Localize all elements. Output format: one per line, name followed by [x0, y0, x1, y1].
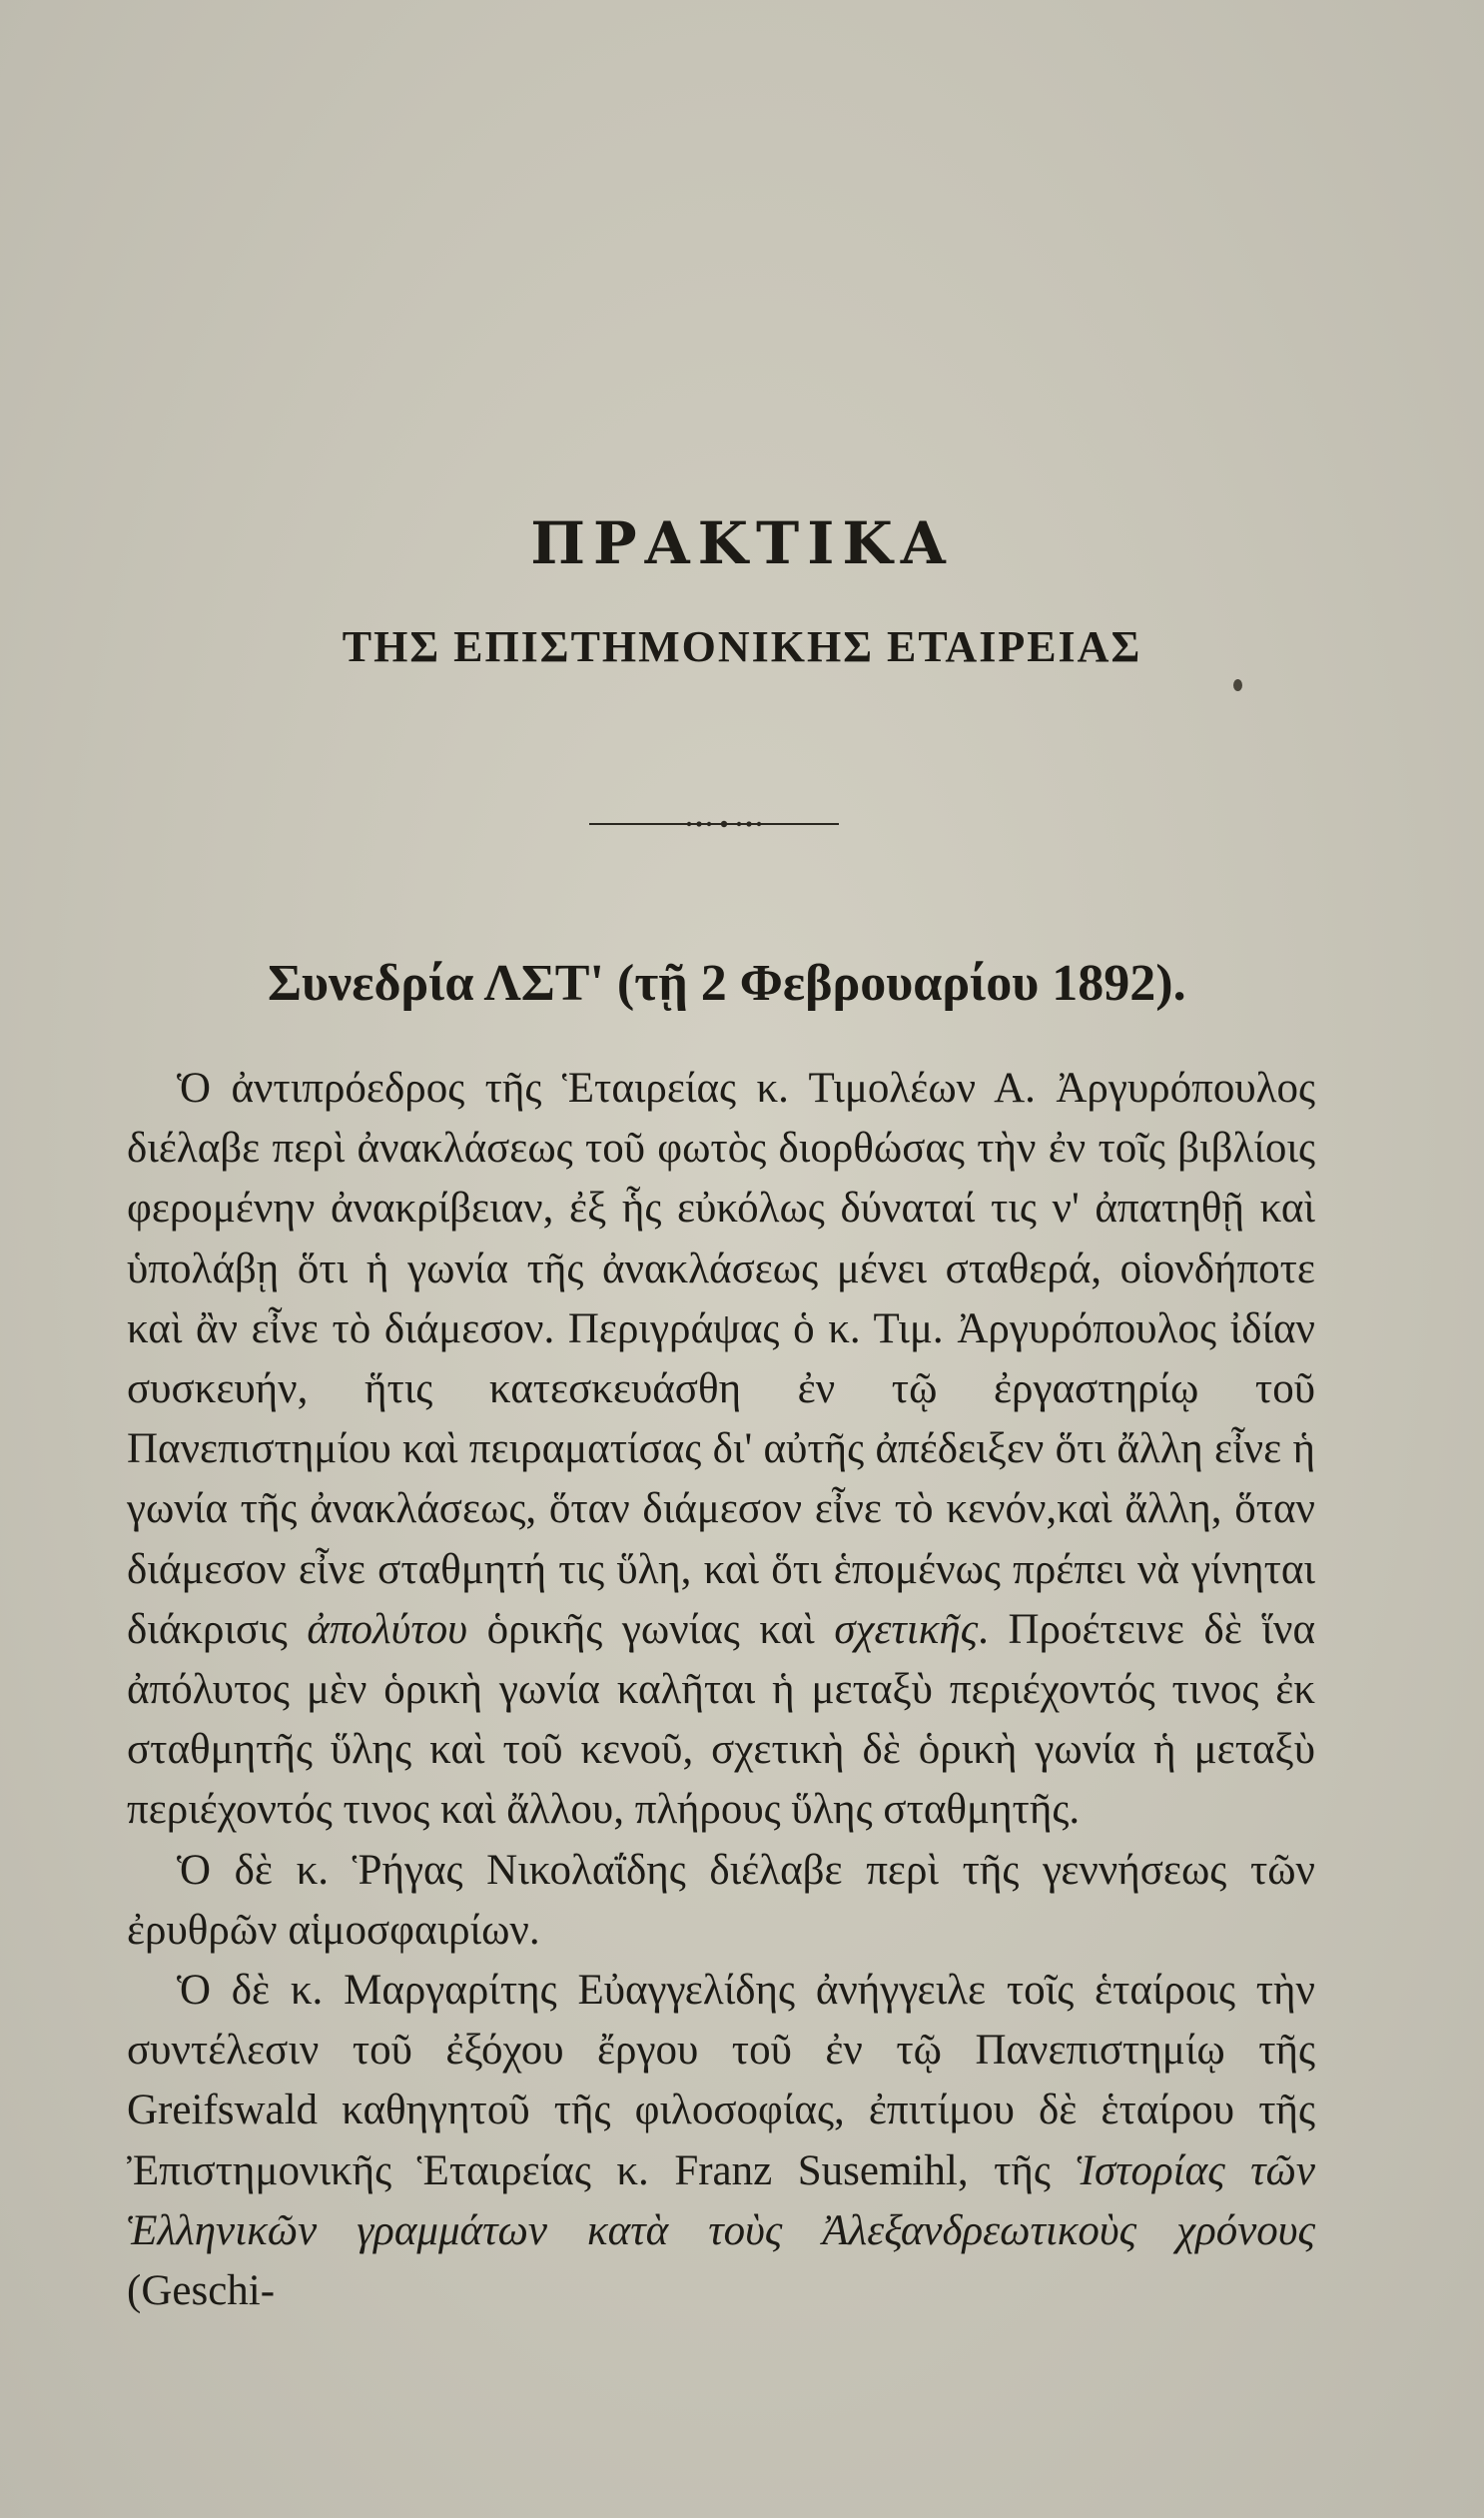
page-title: ΠΡΑΚΤΙΚΑ — [530, 509, 954, 577]
text-run: (Geschi- — [127, 2267, 276, 2315]
body-text — [127, 1059, 1315, 2321]
text-run: Ὁ δὲ κ. Μαργαρίτης Εὐαγγελίδης ἀνήγγειλε τοῖς ἑταίροις τὴν συντέλεσιν τοῦ ἐξόχου ἔργου τοῦ ἐν τῷ Πανεπιστημίῳ τῆς Greifswald καθηγητοῦ τῆς φιλοσοφίας, ἐπιτίμου δὲ ἑταίρου τῆς Ἐπιστημονικῆς Ἑταιρείας κ. Franz Susemihl, τῆς — [127, 1967, 1315, 2194]
text-run: . Προέτεινε δὲ ἵνα ἀπόλυτος μὲν ὁρικὴ γωνία καλῆται ἡ μεταξὺ περιέχοντός τινος ἐκ σταθμητῆς ὕλης καὶ τοῦ κενοῦ, σχετικὴ δὲ ὁρικὴ γωνία ἡ μεταξὺ περιέχοντός τινος καὶ ἄλλου, πλήρους ὕλης σταθμητῆς. — [127, 1605, 1315, 1834]
paragraph — [127, 1961, 1315, 2321]
ornamental-divider — [589, 817, 839, 831]
italic-text-run: σχετικῆς — [834, 1605, 979, 1653]
session-heading: Συνεδρία ΛΣΤ' (τῇ 2 Φεβρουαρίου 1892). — [268, 955, 1186, 1012]
page-subtitle: ΤΗΣ ΕΠΙΣΤΗΜΟΝΙΚΗΣ ΕΤΑΙΡΕΙΑΣ — [342, 622, 1142, 671]
italic-text-run: ἀπολύτου — [307, 1605, 468, 1653]
text-run: Ὁ δὲ κ. Ῥήγας Νικολαΐδης διέλαβε περὶ τῆς γεννήσεως τῶν ἐρυθρῶν αἱμοσφαιρίων. — [127, 1846, 1315, 1954]
paragraph — [127, 1841, 1315, 1961]
print-speck — [1233, 679, 1242, 691]
paragraph — [127, 1059, 1315, 1841]
text-run: ὁρικῆς γωνίας καὶ — [467, 1605, 835, 1653]
italic-text-run: Ἱστορίας τῶν Ἑλληνικῶν γραμμάτων κατὰ τοὺς Ἀλεξανδρεωτικοὺς χρόνους — [127, 2146, 1316, 2254]
text-run: Ὁ ἀντιπρόεδρος τῆς Ἑταιρείας κ. Τιμολέων Α. Ἀργυρόπουλος διέλαβε περὶ ἀνακλάσεως τοῦ φωτὸς διορθώσας τὴν ἐν τοῖς βιβλίοις φερομένην ἀνακρίβειαν, ἐξ ἧς εὐκόλως δύναταί τις ν' ἀπατηθῇ καὶ ὑπολάβῃ ὅτι ἡ γωνία τῆς ἀνακλάσεως μένει σταθερά, οἱονδήποτε καὶ ἂν εἶνε τὸ διάμεσον. Περιγράψας ὁ κ. Τιμ. Ἀργυρόπουλος ἰδίαν συσκευήν, ἥτις κατεσκευάσθη ἐν τῷ ἐργαστηρίῳ τοῦ Πανεπιστημίου καὶ πειραματίσας δι' αὐτῆς ἀπέδειξεν ὅτι ἄλλη εἶνε ἡ γωνία τῆς ἀνακλάσεως, ὅταν διάμεσον εἶνε τὸ κενόν,καὶ ἄλλη, ὅταν διάμεσον εἶνε σταθμητή τις ὕλη, καὶ ὅτι ἑπομένως πρέπει νὰ γίνηται διάκρισις — [127, 1065, 1315, 1653]
